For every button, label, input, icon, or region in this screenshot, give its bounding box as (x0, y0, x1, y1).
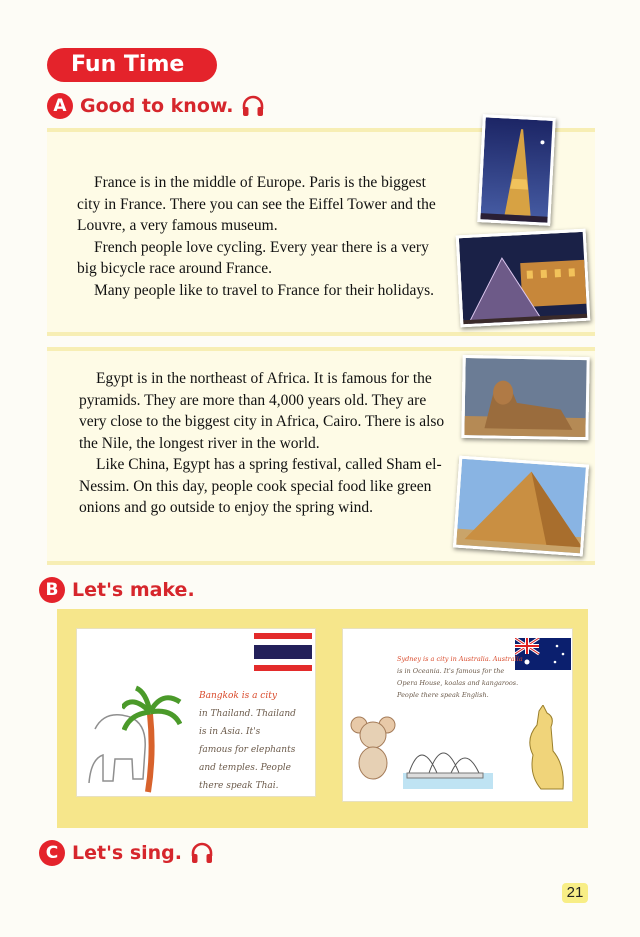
australia-line-4: People there speak English. (397, 691, 489, 699)
opera-house-drawing (403, 729, 493, 789)
thai-flag (254, 633, 312, 671)
thailand-card (76, 628, 316, 797)
section-a-title[interactable]: Good to know. (80, 95, 234, 117)
section-a-header (47, 93, 265, 119)
section-b-title[interactable]: Let's make. (72, 579, 195, 601)
thailand-text (199, 687, 315, 795)
headphones-icon[interactable] (241, 94, 265, 118)
france-paragraph-3: Many people like to travel to France for their holidays. (94, 281, 435, 299)
louvre-photo (456, 229, 591, 328)
fun-time-badge: Fun Time (47, 48, 217, 82)
thailand-line-2: in Thailand. Thailand (199, 709, 296, 719)
australia-line-1: Sydney is a city in Australia. Australia (397, 655, 523, 663)
eiffel-tower-photo (477, 114, 556, 226)
section-b-letter: B (39, 577, 65, 603)
section-a-letter: A (47, 93, 73, 119)
section-c-letter: C (39, 840, 65, 866)
thailand-line-3: is in Asia. It's (199, 727, 261, 737)
koala-drawing (349, 713, 399, 783)
thailand-line-6: there speak Thai. (199, 781, 279, 791)
egypt-paragraph-2: Like China, Egypt has a spring festival, called Sham el-Nessim. On this day, people cook special food like green onions and go outside to enjoy the spring wind. (79, 456, 442, 516)
australia-text (397, 653, 527, 701)
thailand-line-5: and temples. People (199, 763, 291, 773)
section-c-title[interactable]: Let's sing. (72, 842, 182, 864)
france-paragraph-2: French people love cycling. Every year there is a very big bicycle race around France. (77, 238, 429, 277)
section-b-header (39, 577, 195, 603)
page-number: 21 (562, 883, 588, 903)
thailand-line-1: Bangkok is a city (199, 691, 277, 701)
kangaroo-drawing (511, 705, 571, 795)
australia-card (342, 628, 573, 802)
palm-tree-drawing (122, 684, 182, 794)
australia-line-2: is in Oceania. It's famous for the (397, 667, 505, 675)
thailand-line-4: famous for elephants (199, 745, 296, 755)
sphinx-photo (461, 355, 589, 440)
lets-make-box (57, 609, 588, 828)
france-paragraph-1: France is in the middle of Europe. Paris is the biggest city in France. There you can see the Eiffel Tower and the Louvre, a very famous museum. (77, 174, 436, 234)
pyramid-photo (453, 456, 589, 557)
australia-line-3: Opera House, koalas and kangaroos. (397, 679, 519, 687)
headphones-icon[interactable] (190, 841, 214, 865)
section-c-header (39, 840, 214, 866)
egypt-paragraph-1: Egypt is in the northeast of Africa. It is famous for the pyramids. They are more than 4,000 years old. They are very close to the biggest city in Africa, Cairo. There is also the Nile, the longest river in the world. (79, 370, 445, 452)
